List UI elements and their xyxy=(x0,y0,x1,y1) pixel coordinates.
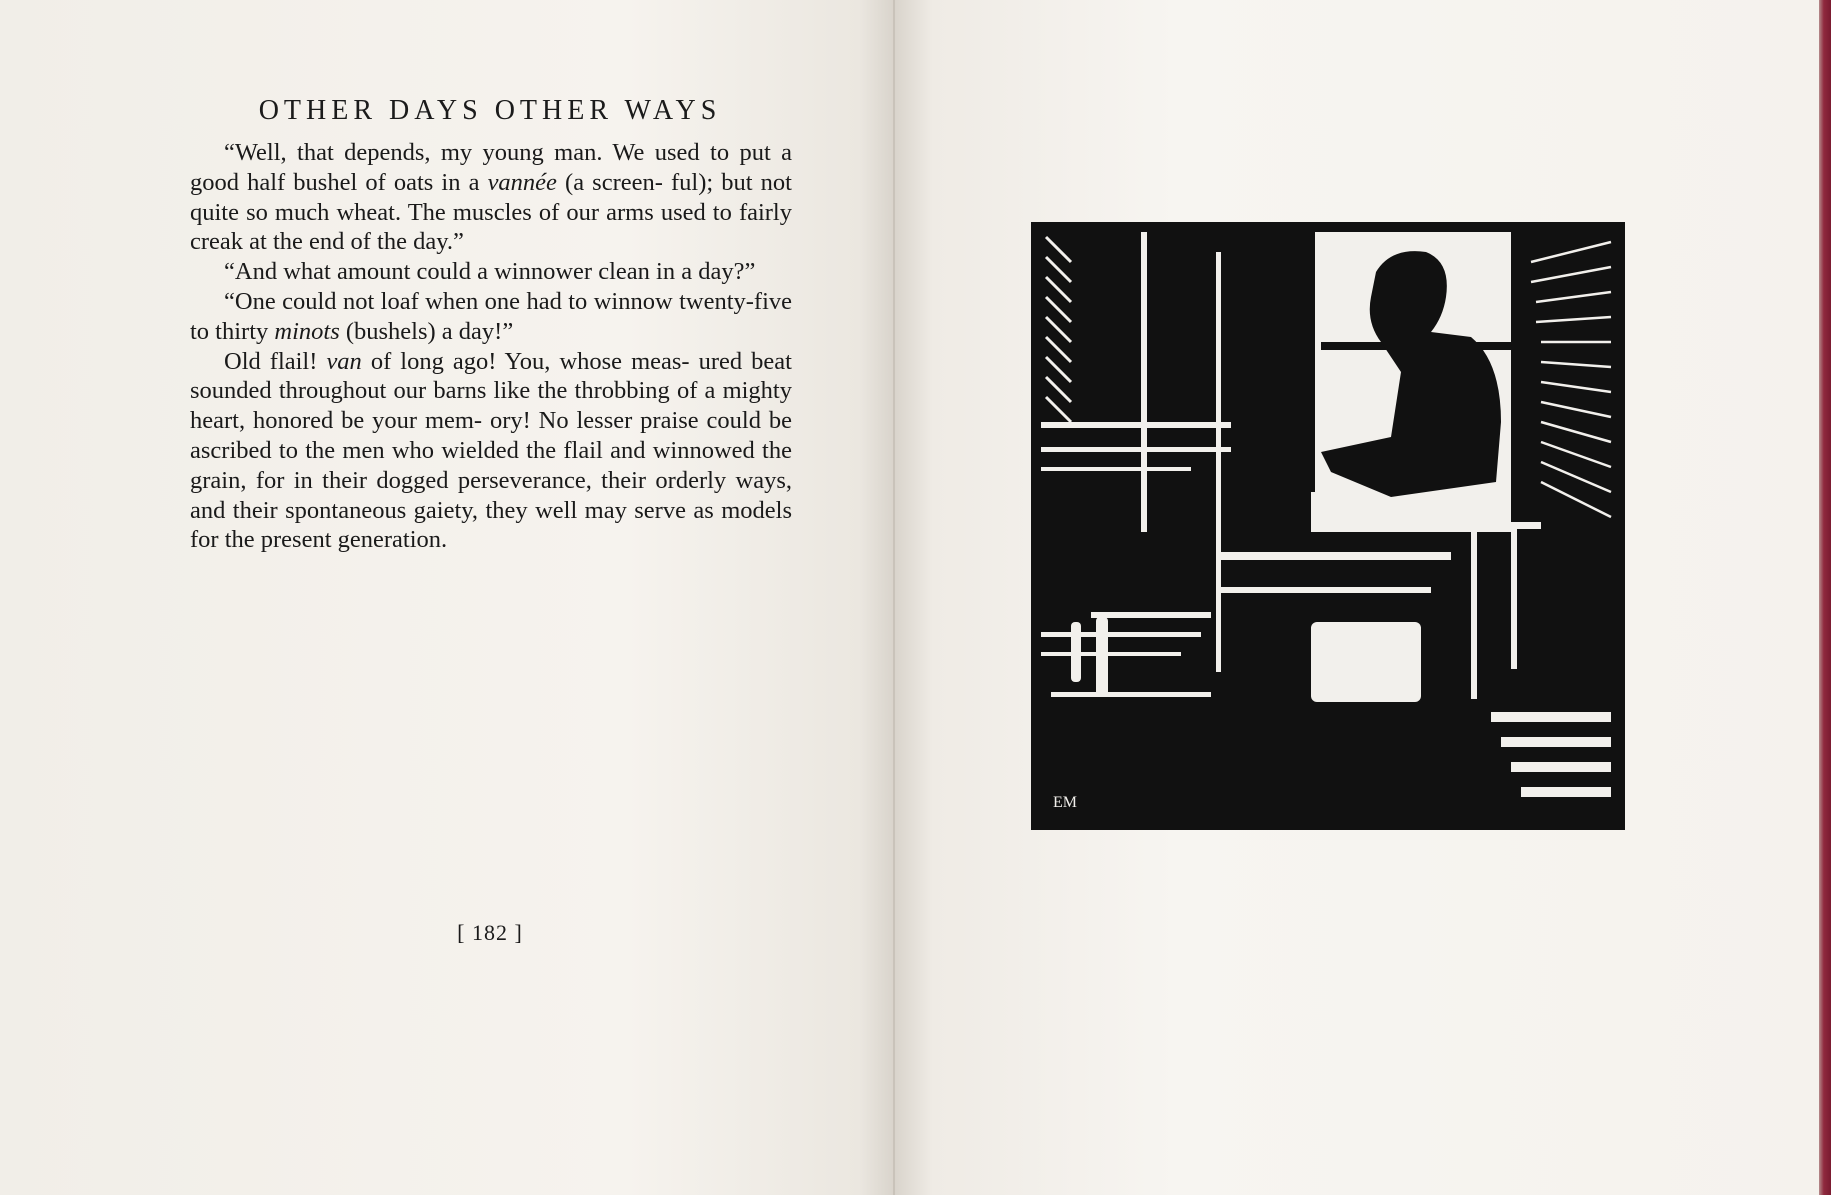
weaver-at-loom-image xyxy=(1031,222,1625,830)
woodcut-illustration xyxy=(1031,222,1625,830)
text-run: Old flail! xyxy=(224,347,327,375)
italic-term: minots xyxy=(274,317,340,345)
text-run: “One could not loaf when one had to winnow twenty-five to thirty xyxy=(190,287,792,345)
page-number: [ 182 ] xyxy=(457,920,523,945)
text-run: of long ago! You, whose meas- ured beat sounded throughout our barns like the throbbing of a mighty heart, honored be your mem- ory! No lesser praise could be ascribed to the men who wielded the flail and winnowed the grain, for in their dogged perseverance, their orderly ways, and their spontaneous gaiety, they well may serve as models for the present generation. xyxy=(190,347,792,554)
cover-edge xyxy=(1819,0,1831,1195)
paragraph xyxy=(190,257,792,287)
artist-signature: EM xyxy=(1053,794,1077,811)
italic-term: vannée xyxy=(487,168,557,196)
paragraph xyxy=(190,287,792,347)
italic-term: van xyxy=(326,347,362,375)
left-page xyxy=(0,0,895,1195)
text-run: (a screen- ful); but not quite so much wheat. The muscles of our arms used to fairly creak at the end of the day.” xyxy=(190,168,792,256)
text-run: “And what amount could a winnower clean in a day?” xyxy=(224,258,756,286)
paragraph xyxy=(190,347,792,556)
body-text xyxy=(190,138,792,555)
running-head: OTHER DAYS OTHER WAYS xyxy=(258,95,722,126)
text-run: (bushels) a day!” xyxy=(339,317,514,345)
paragraph xyxy=(190,138,792,257)
text-run: “Well, that depends, my young man. We used to put a good half bushel of oats in a xyxy=(190,139,792,196)
